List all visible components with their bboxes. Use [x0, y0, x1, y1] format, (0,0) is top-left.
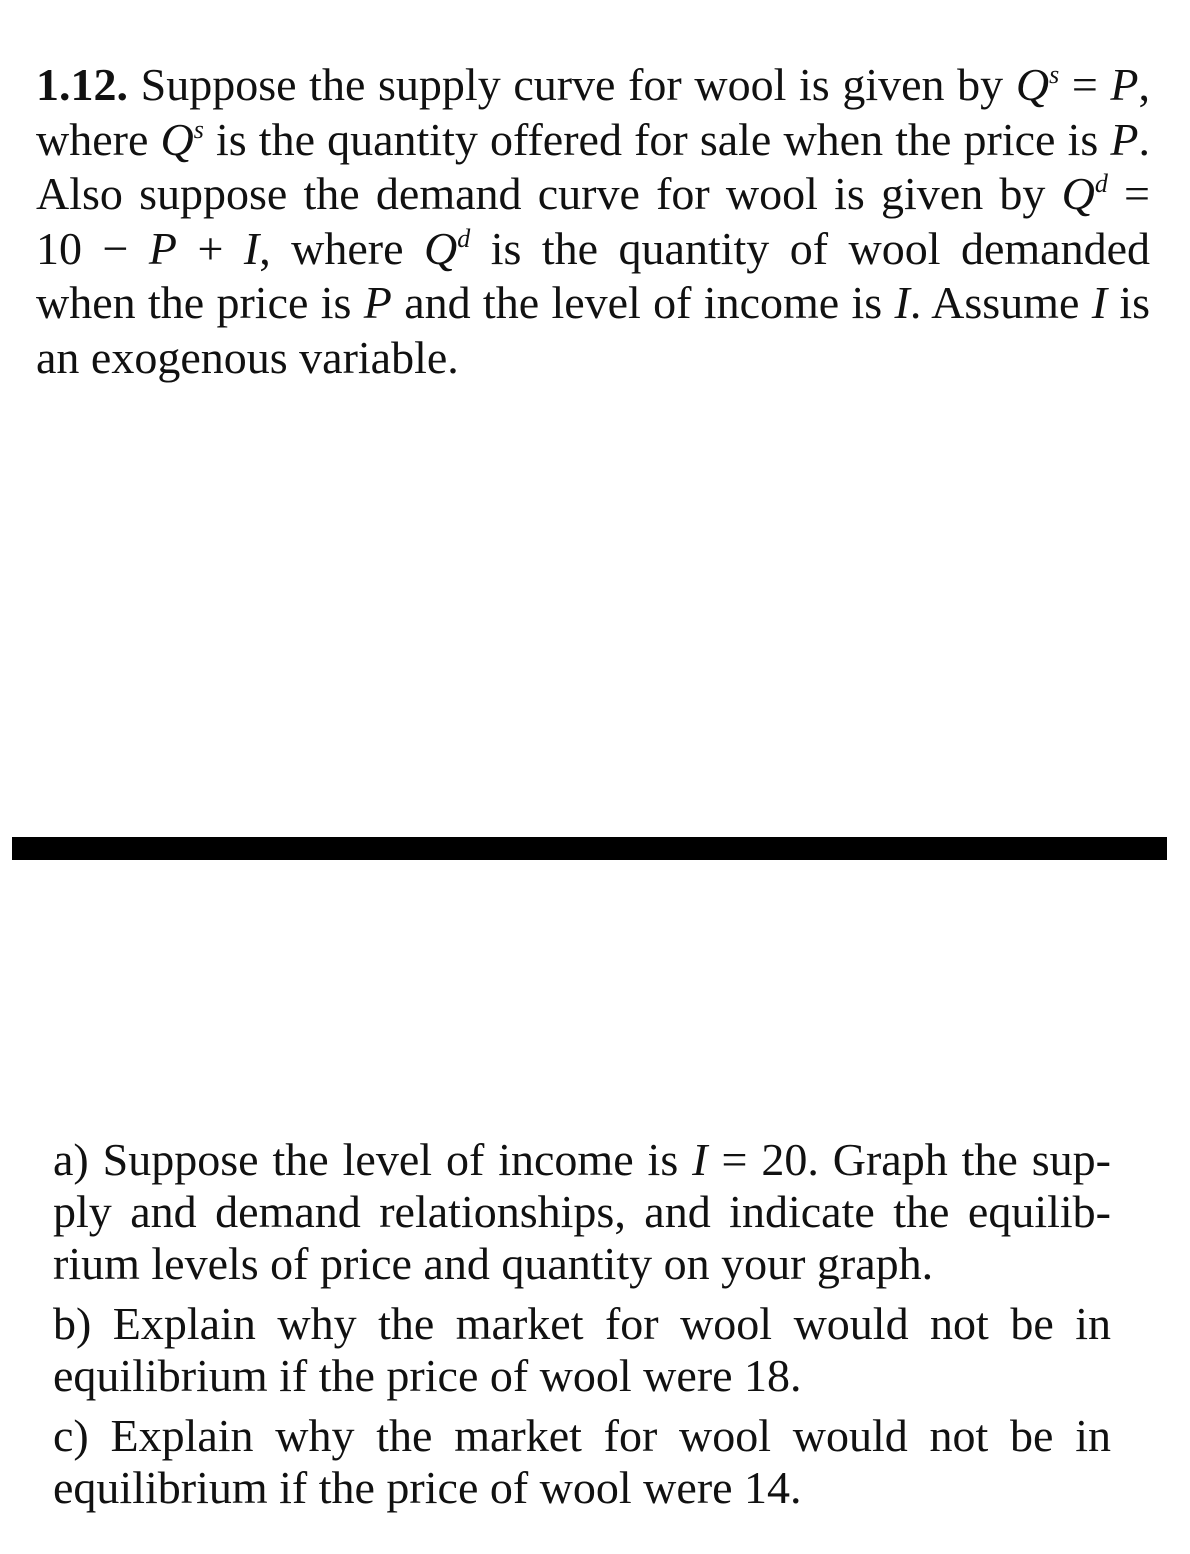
var-p: P: [363, 277, 392, 328]
sup-s: s: [1049, 60, 1060, 89]
problem-text: . Assume: [909, 277, 1080, 328]
sup-d: d: [1094, 169, 1108, 198]
question-parts: [53, 1134, 1111, 1522]
var-q: Q: [424, 222, 458, 274]
problem-text: Suppose the supply curve for wool is given by: [140, 59, 1004, 110]
part-a-text: = 20. Graph the sup-ply and demand relationships, and indicate the equilib-rium levels of price and quantity on your graph.: [53, 1134, 1111, 1289]
var-p: P: [148, 222, 177, 274]
problem-text: is the quantity of wool demanded when the price is: [36, 222, 1151, 328]
problem-text: is an exogenous variable.: [36, 277, 1151, 383]
var-i: I: [1091, 277, 1108, 328]
divider-bar: [12, 837, 1167, 860]
plus-sign: +: [197, 222, 224, 274]
var-q: Q: [1015, 59, 1050, 110]
problem-text: . Also suppose the demand curve for wool is given by: [36, 113, 1151, 219]
equals-sign: =: [1071, 59, 1098, 110]
part-c: c) Explain why the market for wool would not be in equilibrium if the price of wool were 14.: [53, 1410, 1111, 1513]
problem-text: , where: [36, 59, 1151, 165]
part-a: [53, 1134, 1111, 1290]
var-q: Q: [1061, 168, 1095, 219]
var-q: Q: [160, 113, 194, 165]
var-i: I: [894, 277, 910, 328]
problem-text: is the quantity offered for sale when the price is: [215, 113, 1099, 165]
problem-text: and the level of income is: [404, 277, 883, 328]
var-p: P: [1110, 113, 1139, 165]
var-p: P: [1110, 59, 1139, 110]
sup-d: d: [457, 223, 471, 253]
var-i: I: [243, 222, 260, 274]
problem-text: , where: [259, 222, 404, 274]
problem-statement: [36, 58, 1150, 385]
sup-s: s: [193, 114, 204, 144]
problem-number: 1.12.: [36, 59, 128, 110]
part-b: b) Explain why the market for wool would not be in equilibrium if the price of wool were 18.: [53, 1298, 1111, 1401]
var-i: I: [692, 1134, 708, 1185]
problem-text: = 10 −: [36, 168, 1150, 274]
part-a-text: a) Suppose the level of income is: [53, 1134, 679, 1185]
